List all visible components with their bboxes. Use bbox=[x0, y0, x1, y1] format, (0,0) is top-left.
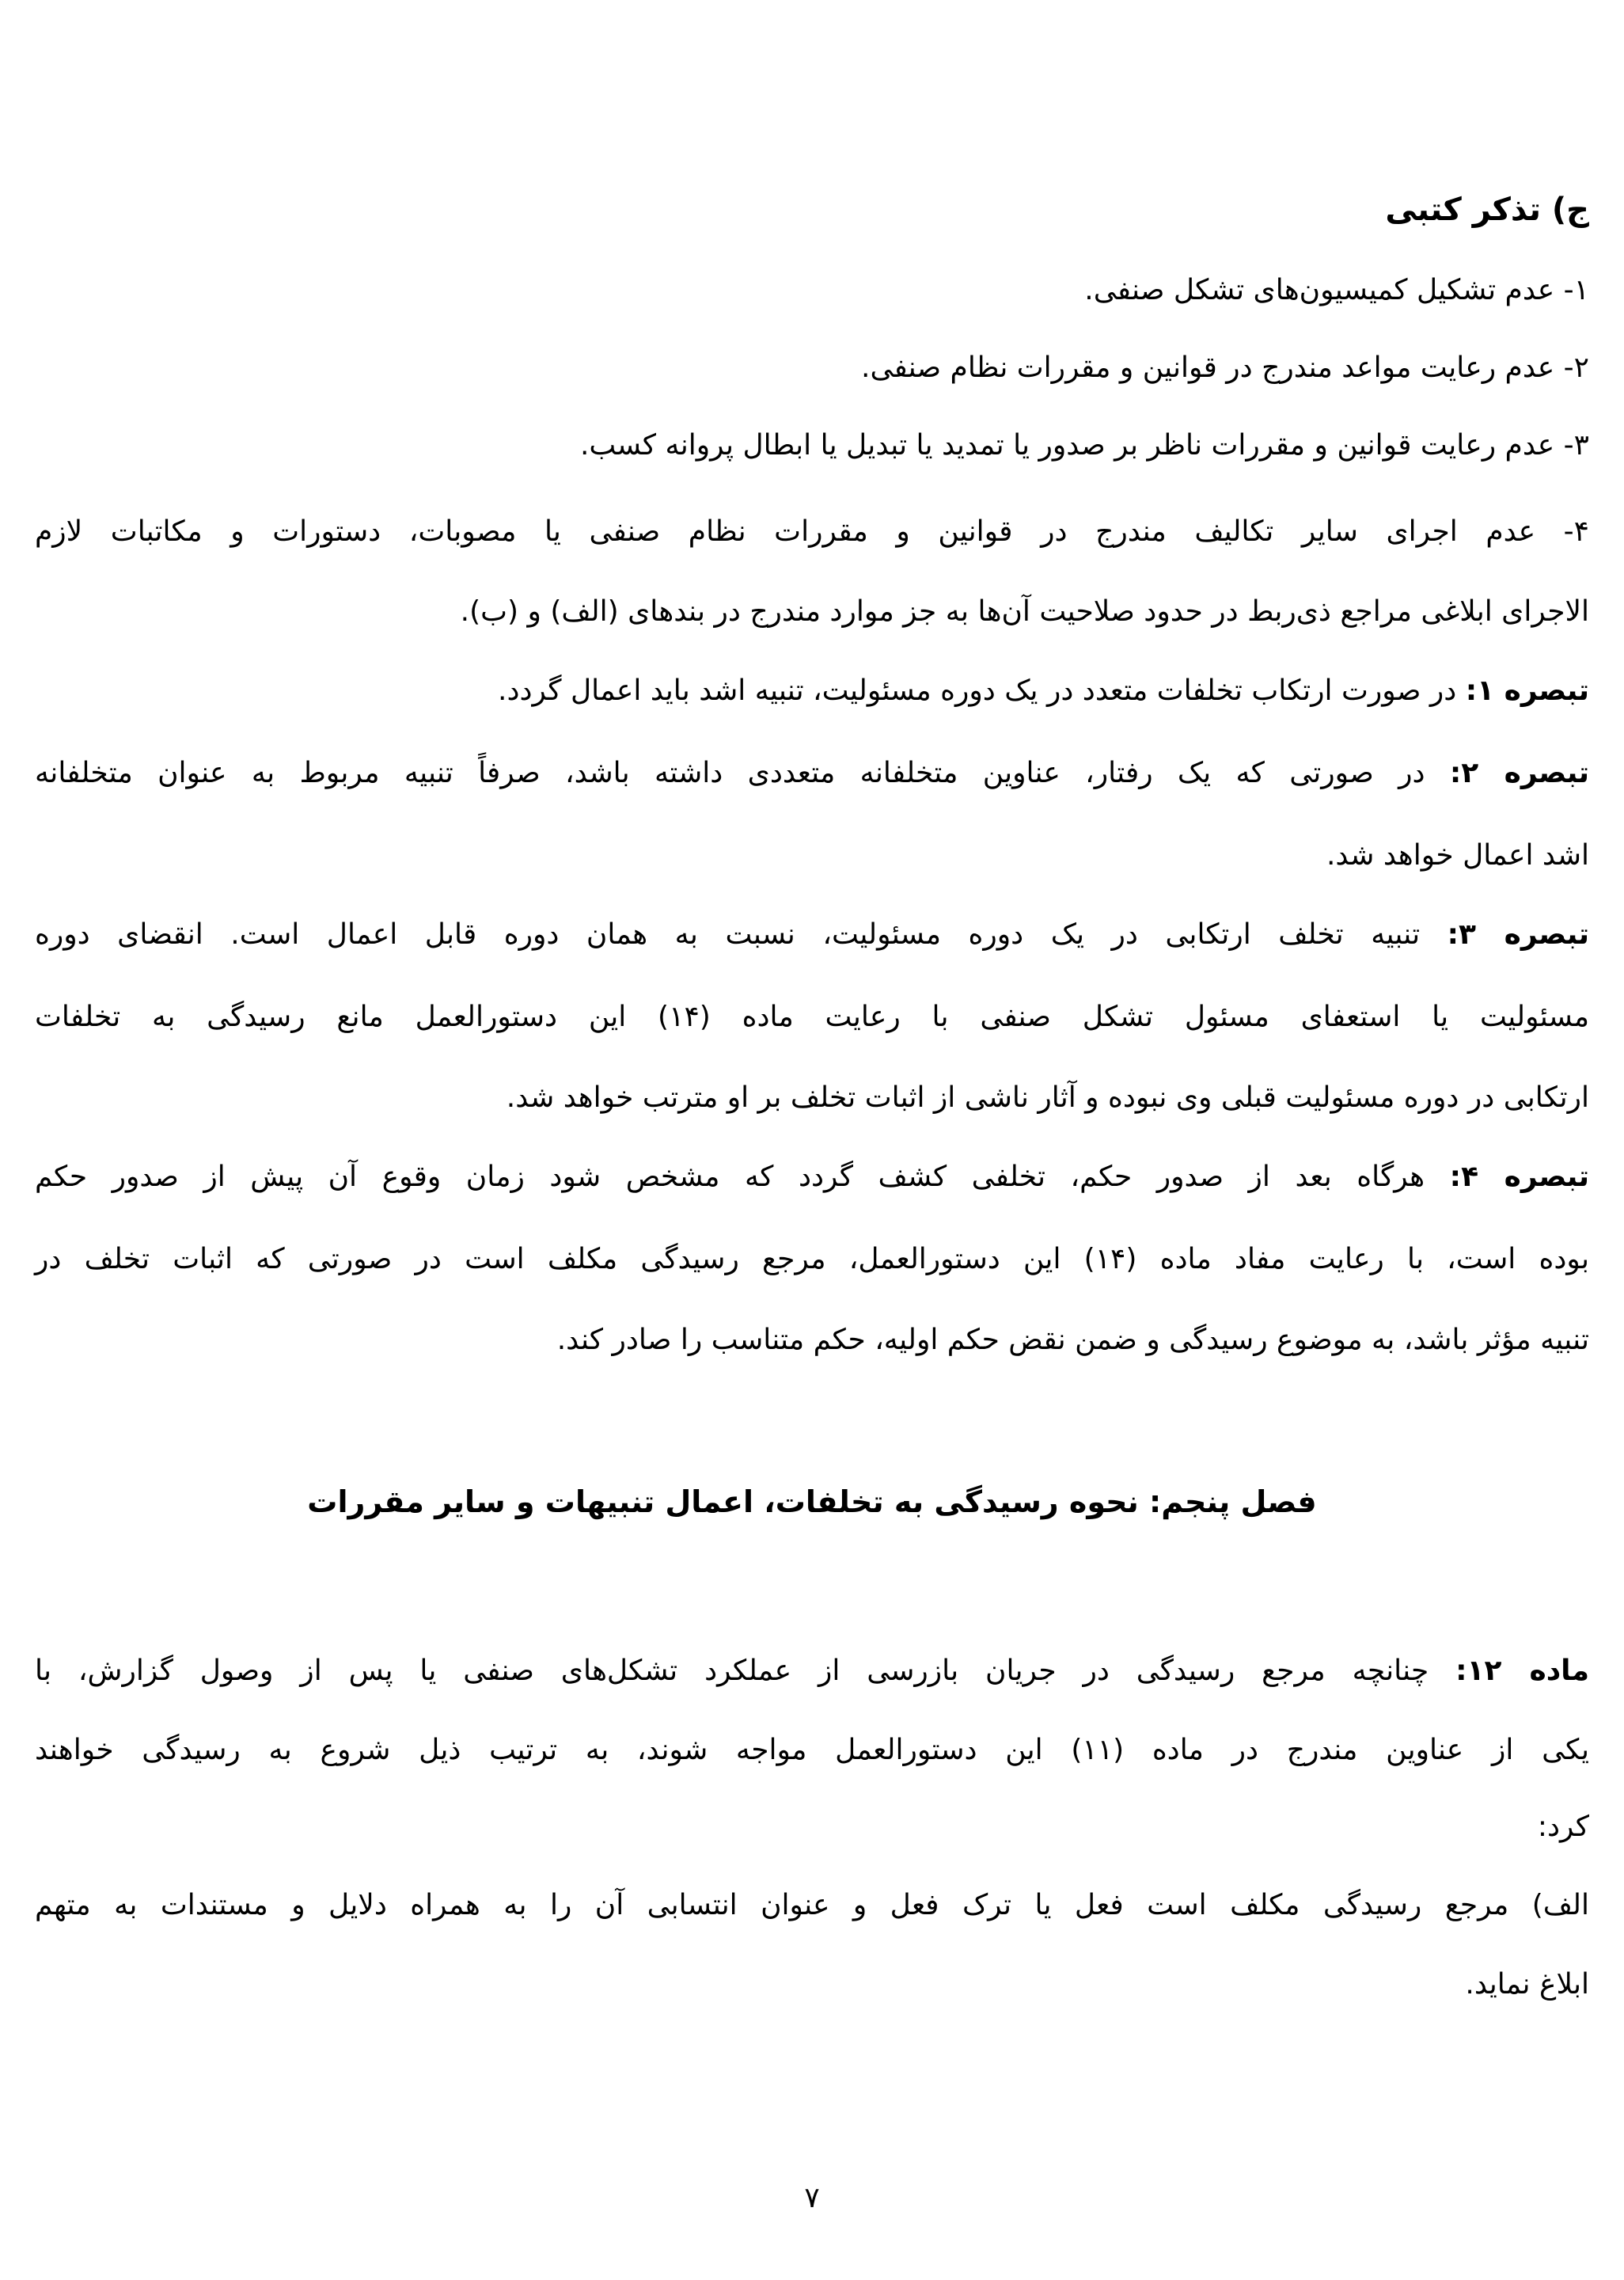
note-text: در صورت ارتکاب تخلفات متعدد در یک دوره مسئولیت، تنبیه اشد باید اعمال گردد. bbox=[498, 674, 1457, 707]
note-line bbox=[35, 1154, 1589, 1200]
section-item: ۲- عدم رعایت مواعد مندرج در قوانین و مقررات نظام صنفی. bbox=[861, 352, 1589, 384]
article-line: کرد: bbox=[1537, 1811, 1589, 1843]
article-line: یکی از عناوین مندرج در ماده (۱۱) این دستورالعمل مواجه شوند، به ترتیب ذیل شروع به رسیدگی خواهند bbox=[35, 1734, 1589, 1766]
page-number: ۷ bbox=[804, 2182, 820, 2214]
note-label: تبصره ۳: bbox=[1447, 918, 1589, 951]
section-item: ۴- عدم اجرای سایر تکالیف مندرج در قوانین و مقررات نظام صنفی یا مصوبات، دستورات و مکاتبات لازم bbox=[35, 515, 1589, 548]
note-line: اشد اعمال خواهد شد. bbox=[1326, 839, 1589, 872]
note-line: ارتکابی در دوره مسئولیت قبلی وی نبوده و آثار ناشی از اثبات تخلف بر او مترتب خواهد شد. bbox=[506, 1081, 1589, 1114]
note-text: تنبیه تخلف ارتکابی در یک دوره مسئولیت، نسبت به همان دوره قابل اعمال است. انقضای دوره bbox=[35, 918, 1421, 951]
note-line bbox=[35, 750, 1589, 796]
note-line bbox=[35, 912, 1589, 958]
article-text: چنانچه مرجع رسیدگی در جریان بازرسی از عملکرد تشکل‌های صنفی یا پس از وصول گزارش، با bbox=[35, 1655, 1429, 1687]
note-text: در صورتی که یک رفتار، عناوین متخلفانه متعددی داشته باشد، صرفاً تنبیه مربوط به عنوان متخلفانه bbox=[35, 757, 1425, 789]
clause-line: ابلاغ نماید. bbox=[1465, 1968, 1589, 2001]
article-line bbox=[35, 1648, 1589, 1694]
clause-line: الف) مرجع رسیدگی مکلف است فعل یا ترک فعل و عنوان انتسابی آن را به همراه دلایل و مستندات به متهم bbox=[35, 1889, 1589, 1921]
note-line: تنبیه مؤثر باشد، به موضوع رسیدگی و ضمن نقض حکم اولیه، حکم متناسب را صادر کند. bbox=[556, 1324, 1589, 1356]
section-item: ۱- عدم تشکیل کمیسیون‌های تشکل صنفی. bbox=[1084, 274, 1589, 306]
section-heading: ج) تذکر کتبی bbox=[1385, 192, 1589, 228]
note-label: تبصره ۴: bbox=[1449, 1161, 1590, 1193]
note-line bbox=[498, 668, 1589, 714]
note-label: تبصره ۱: bbox=[1465, 674, 1589, 707]
chapter-heading: فصل پنجم: نحوه رسیدگی به تخلفات، اعمال تنبیهات و سایر مقررات bbox=[307, 1484, 1317, 1519]
note-line: مسئولیت یا استعفای مسئول تشکل صنفی با رعایت ماده (۱۴) این دستورالعمل مانع رسیدگی به تخلفات bbox=[35, 1001, 1589, 1033]
note-label: تبصره ۲: bbox=[1449, 757, 1589, 789]
section-item: ۳- عدم رعایت قوانین و مقررات ناظر بر صدور یا تمدید یا تبدیل یا ابطال پروانه کسب. bbox=[579, 429, 1589, 462]
article-label: ماده ۱۲: bbox=[1455, 1655, 1589, 1687]
note-line: بوده است، با رعایت مفاد ماده (۱۴) این دستورالعمل، مرجع رسیدگی مکلف است در صورتی که اثبات تخلف در bbox=[35, 1243, 1589, 1275]
note-text: هرگاه بعد از صدور حکم، تخلفی کشف گردد که مشخص شود زمان وقوع آن پیش از صدور حکم bbox=[35, 1161, 1425, 1193]
section-item: الاجرای ابلاغی مراجع ذی‌ربط در حدود صلاحیت آن‌ها به جز موارد مندرج در بندهای (الف) و (ب). bbox=[460, 595, 1589, 628]
